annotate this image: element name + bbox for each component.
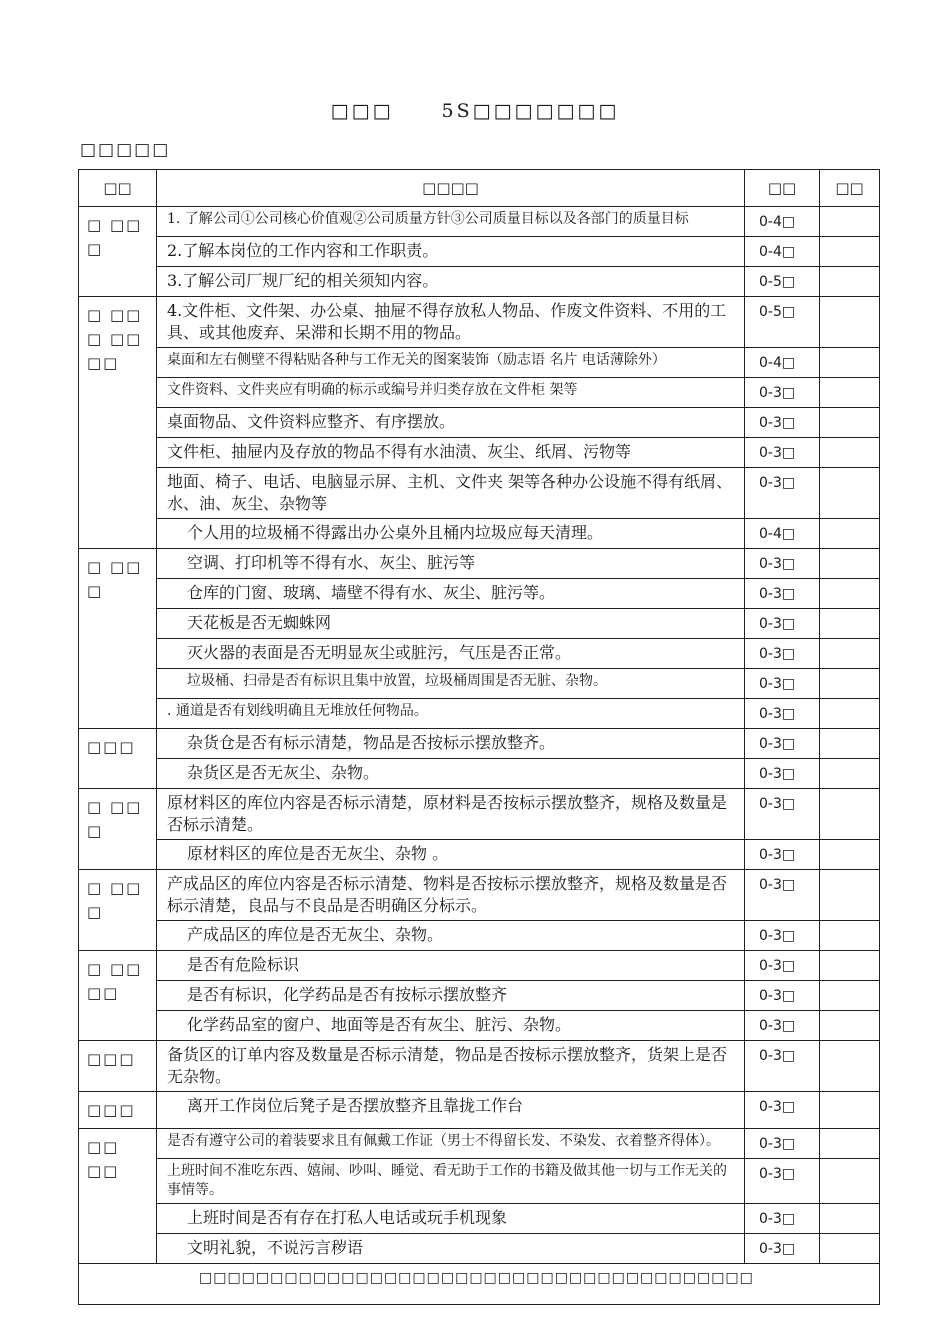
table-row: [79, 519, 880, 549]
content-cell: 原材料区的库位是否无灰尘、杂物 。: [157, 840, 745, 870]
content-cell: 桌面和左右侧壁不得粘贴各种与工作无关的图案装饰（励志语 名片 电话薄除外）: [157, 348, 745, 378]
result-cell[interactable]: [820, 297, 880, 348]
content-cell: 个人用的垃圾桶不得露出办公桌外且桶内垃圾应每天清理。: [157, 519, 745, 549]
header-category: □□: [79, 170, 157, 207]
result-cell[interactable]: [820, 267, 880, 297]
table-row: [79, 759, 880, 789]
result-cell[interactable]: [820, 669, 880, 699]
table-row: [79, 921, 880, 951]
result-cell[interactable]: [820, 1129, 880, 1159]
result-cell[interactable]: [820, 348, 880, 378]
category-cell: □ □□ □ □□ □□: [79, 297, 157, 549]
document-subtitle: □□□□□: [80, 140, 171, 160]
content-cell: 杂货区是否无灰尘、杂物。: [157, 759, 745, 789]
table-row: [79, 639, 880, 669]
result-cell[interactable]: [820, 378, 880, 408]
table-row: [79, 669, 880, 699]
content-cell: 3.了解公司厂规厂纪的相关须知内容。: [157, 267, 745, 297]
result-cell[interactable]: [820, 981, 880, 1011]
result-cell[interactable]: [820, 951, 880, 981]
result-cell[interactable]: [820, 699, 880, 729]
header-content: □□□□: [157, 170, 745, 207]
table-row: [79, 840, 880, 870]
content-cell: 上班时间不准吃东西、嬉闹、吵叫、睡觉、看无助于工作的书籍及做其他一切与工作无关的事情等。: [157, 1159, 745, 1204]
score-cell: 0-3□: [745, 1204, 820, 1234]
result-cell[interactable]: [820, 639, 880, 669]
footer-note: □□□□□□□□□□□□□□□□□□□□□□□□□□□□□□□□□□□□□□□: [79, 1264, 880, 1305]
score-cell: 0-3□: [745, 951, 820, 981]
score-cell: 0-4□: [745, 348, 820, 378]
table-row: [79, 297, 880, 348]
table-row: [79, 729, 880, 759]
result-cell[interactable]: [820, 921, 880, 951]
score-cell: 0-3□: [745, 408, 820, 438]
content-cell: 文明礼貌，不说污言秽语: [157, 1234, 745, 1264]
content-cell: 1. 了解公司①公司核心价值观②公司质量方针③公司质量目标以及各部门的质量目标: [157, 207, 745, 237]
score-cell: 0-3□: [745, 870, 820, 921]
content-cell: 离开工作岗位后凳子是否摆放整齐且靠拢工作台: [157, 1092, 745, 1129]
table-row: [79, 981, 880, 1011]
content-cell: 文件资料、文件夹应有明确的标示或编号并归类存放在文件柜 架等: [157, 378, 745, 408]
table-row: [79, 870, 880, 921]
category-cell: □ □□ □: [79, 207, 157, 297]
table-body: [79, 207, 880, 1305]
result-cell[interactable]: [820, 789, 880, 840]
category-cell: □□ □□: [79, 1129, 157, 1264]
score-cell: 0-3□: [745, 921, 820, 951]
content-cell: 是否有遵守公司的着装要求且有佩戴工作证（男士不得留长发、不染发、衣着整齐得体）。: [157, 1129, 745, 1159]
table-row: [79, 378, 880, 408]
content-cell: 是否有标识，化学药品是否有按标示摆放整齐: [157, 981, 745, 1011]
score-cell: 0-3□: [745, 789, 820, 840]
content-cell: 灭火器的表面是否无明显灰尘或脏污，气压是否正常。: [157, 639, 745, 669]
category-cell: □□□: [79, 1092, 157, 1129]
result-cell[interactable]: [820, 840, 880, 870]
table-row: [79, 267, 880, 297]
content-cell: 原材料区的库位内容是否标示清楚，原材料是否按标示摆放整齐，规格及数量是否标示清楚。: [157, 789, 745, 840]
table-row: [79, 1204, 880, 1234]
content-cell: 空调、打印机等不得有水、灰尘、脏污等: [157, 549, 745, 579]
table-row: [79, 1041, 880, 1092]
result-cell[interactable]: [820, 1204, 880, 1234]
document-title: [0, 100, 950, 122]
score-cell: 0-3□: [745, 1234, 820, 1264]
result-cell[interactable]: [820, 237, 880, 267]
result-cell[interactable]: [820, 549, 880, 579]
content-cell: 备货区的订单内容及数量是否标示清楚，物品是否按标示摆放整齐，货架上是否无杂物。: [157, 1041, 745, 1092]
table-header-row: [79, 170, 880, 207]
table-row: [79, 549, 880, 579]
table-row: [79, 408, 880, 438]
score-cell: 0-3□: [745, 1092, 820, 1129]
content-cell: 产成品区的库位是否无灰尘、杂物。: [157, 921, 745, 951]
score-cell: 0-3□: [745, 609, 820, 639]
table-row: [79, 609, 880, 639]
header-result: □□: [820, 170, 880, 207]
score-cell: 0-3□: [745, 840, 820, 870]
header-score: □□: [745, 170, 820, 207]
category-cell: □ □□ □: [79, 870, 157, 951]
table-row: [79, 1159, 880, 1204]
content-cell: 产成品区的库位内容是否标示清楚、物料是否按标示摆放整齐，规格及数量是否标示清楚，良品与不良品是否明确区分标示。: [157, 870, 745, 921]
evaluation-table: [78, 169, 880, 1305]
content-cell: 垃圾桶、扫帚是否有标识且集中放置，垃圾桶周围是否无脏、杂物。: [157, 669, 745, 699]
score-cell: 0-3□: [745, 1159, 820, 1204]
score-cell: 0-4□: [745, 519, 820, 549]
result-cell[interactable]: [820, 609, 880, 639]
table-row: [79, 468, 880, 519]
score-cell: 0-3□: [745, 669, 820, 699]
score-cell: 0-3□: [745, 438, 820, 468]
score-cell: 0-3□: [745, 1129, 820, 1159]
content-cell: 天花板是否无蜘蛛网: [157, 609, 745, 639]
score-cell: 0-3□: [745, 579, 820, 609]
result-cell[interactable]: [820, 759, 880, 789]
table-row: [79, 1234, 880, 1264]
category-cell: □ □□ □: [79, 789, 157, 870]
table-row: [79, 207, 880, 237]
content-cell: 桌面物品、文件资料应整齐、有序摆放。: [157, 408, 745, 438]
score-cell: 0-3□: [745, 549, 820, 579]
content-cell: 4.文件柜、文件架、办公桌、抽屉不得存放私人物品、作废文件资料、不用的工具、或其他废弃、呆滞和长期不用的物品。: [157, 297, 745, 348]
result-cell[interactable]: [820, 1234, 880, 1264]
table-row: [79, 789, 880, 840]
score-cell: 0-3□: [745, 468, 820, 519]
category-cell: □ □□ □: [79, 549, 157, 729]
score-cell: 0-5□: [745, 297, 820, 348]
title-right: 5S□□□□□□□: [441, 100, 620, 122]
table-row: [79, 1092, 880, 1129]
table-row: [79, 1129, 880, 1159]
result-cell[interactable]: [820, 729, 880, 759]
score-cell: 0-3□: [745, 1011, 820, 1041]
score-cell: 0-5□: [745, 267, 820, 297]
score-cell: 0-3□: [745, 981, 820, 1011]
result-cell[interactable]: [820, 519, 880, 549]
score-cell: 0-4□: [745, 237, 820, 267]
score-cell: 0-3□: [745, 759, 820, 789]
result-cell[interactable]: [820, 207, 880, 237]
content-cell: . 通道是否有划线明确且无堆放任何物品。: [157, 699, 745, 729]
result-cell[interactable]: [820, 408, 880, 438]
content-cell: 2.了解本岗位的工作内容和工作职责。: [157, 237, 745, 267]
table-row: [79, 699, 880, 729]
content-cell: 仓库的门窗、玻璃、墙壁不得有水、灰尘、脏污等。: [157, 579, 745, 609]
result-cell[interactable]: [820, 579, 880, 609]
category-cell: □□□: [79, 729, 157, 789]
content-cell: 文件柜、抽屉内及存放的物品不得有水油渍、灰尘、纸屑、污物等: [157, 438, 745, 468]
table-footer-row: [79, 1264, 880, 1305]
category-cell: □ □□ □□: [79, 951, 157, 1041]
result-cell[interactable]: [820, 438, 880, 468]
table-row: [79, 438, 880, 468]
result-cell[interactable]: [820, 1011, 880, 1041]
title-left: □□□: [330, 100, 394, 122]
score-cell: 0-3□: [745, 699, 820, 729]
table-row: [79, 237, 880, 267]
table-row: [79, 579, 880, 609]
category-cell: □□□: [79, 1041, 157, 1092]
score-cell: 0-3□: [745, 639, 820, 669]
table-row: [79, 951, 880, 981]
result-cell[interactable]: [820, 468, 880, 519]
score-cell: 0-3□: [745, 378, 820, 408]
content-cell: 是否有危险标识: [157, 951, 745, 981]
content-cell: 上班时间是否有存在打私人电话或玩手机现象: [157, 1204, 745, 1234]
score-cell: 0-3□: [745, 1041, 820, 1092]
result-cell[interactable]: [820, 1159, 880, 1204]
result-cell[interactable]: [820, 1041, 880, 1092]
table-row: [79, 348, 880, 378]
table-row: [79, 1011, 880, 1041]
result-cell[interactable]: [820, 870, 880, 921]
result-cell[interactable]: [820, 1092, 880, 1129]
score-cell: 0-4□: [745, 207, 820, 237]
content-cell: 杂货仓是否有标示清楚，物品是否按标示摆放整齐。: [157, 729, 745, 759]
content-cell: 化学药品室的窗户、地面等是否有灰尘、脏污、杂物。: [157, 1011, 745, 1041]
score-cell: 0-3□: [745, 729, 820, 759]
content-cell: 地面、椅子、电话、电脑显示屏、主机、文件夹 架等各种办公设施不得有纸屑、水、油、灰尘、杂物等: [157, 468, 745, 519]
